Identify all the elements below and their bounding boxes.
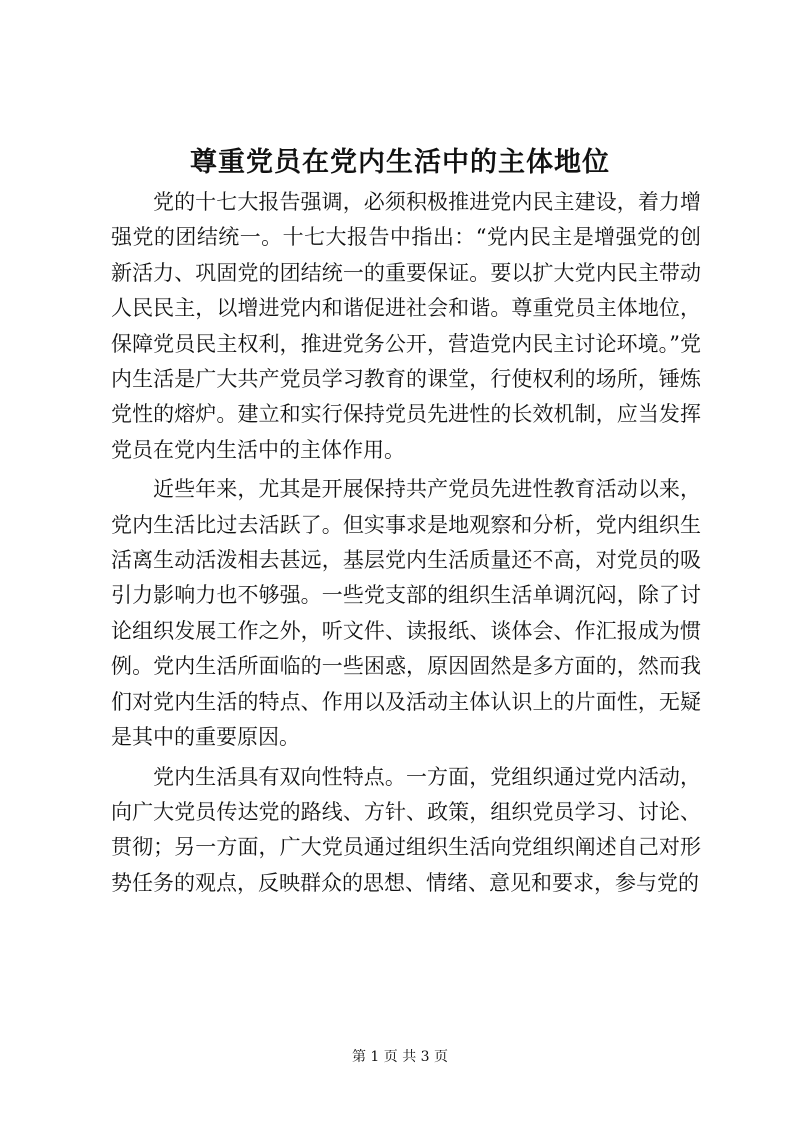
paragraph-2: 近些年来，尤其是开展保持共产党员先进性教育活动以来，党内生活比过去活跃了。但实事求是地观察和分析，党内组织生活离生动活泼相去甚远，基层党内生活质量还不高，对党员的吸引力影响力也不够强。一些党支部的组织生活单调沉闷，除了讨论组织发展工作之外，听文件、读报纸、谈体会、作汇报成为惯例。党内生活所面临的一些困惑，原因固然是多方面的，然而我们对党内生活的特点、作用以及活动主体认识上的片面性，无疑是其中的重要原因。 [111, 477, 701, 750]
document-body [111, 185, 701, 901]
document-title: 尊重党员在党内生活中的主体地位 [190, 147, 610, 178]
paragraph-1: 党的十七大报告强调，必须积极推进党内民主建设，着力增强党的团结统一。十七大报告中指出：“党内民主是增强党的创新活力、巩固党的团结统一的重要保证。要以扩大党内民主带动人民民主，以增进党内和谐促进社会和谐。尊重党员主体地位，保障党员民主权利，推进党务公开，营造党内民主讨论环境。”党内生活是广大共产党员学习教育的课堂，行使权利的场所，锤炼党性的熔炉。建立和实行保持党员先进性的长效机制，应当发挥党员在党内生活中的主体作用。 [111, 190, 701, 462]
paragraph-3: 党内生活具有双向性特点。一方面，党组织通过党内活动，向广大党员传达党的路线、方针、政策，组织党员学习、讨论、贯彻；另一方面，广大党员通过组织生活向党组织阐述自己对形势任务的观点，反映群众的思想、情绪、意见和要求，参与党的 [111, 764, 701, 895]
page-footer: 第 1 页 共 3 页 [351, 1049, 449, 1065]
